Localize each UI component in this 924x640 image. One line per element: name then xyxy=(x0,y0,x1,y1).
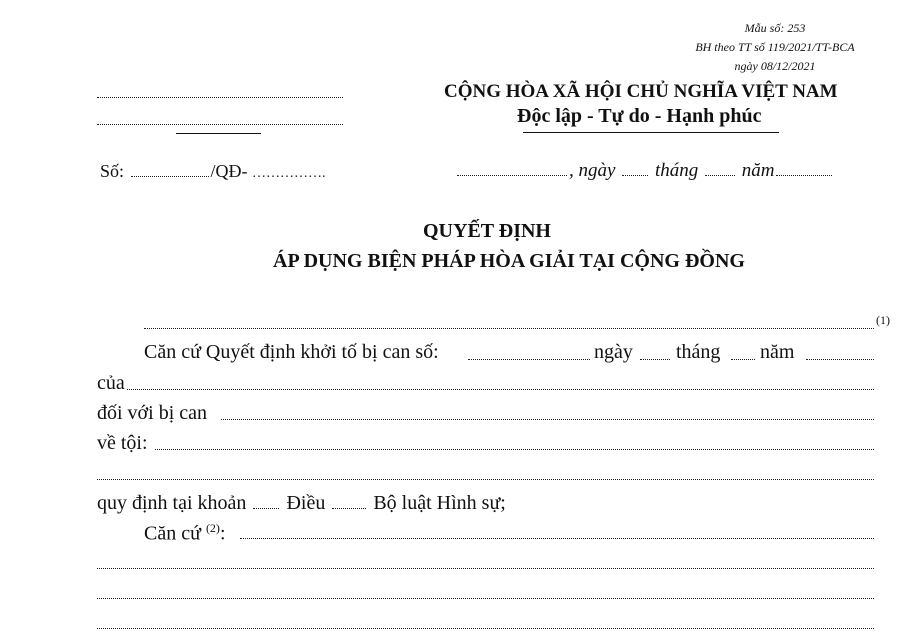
so-label: Số: xyxy=(100,161,125,181)
place-field[interactable] xyxy=(457,175,567,176)
agency-superior-field[interactable] xyxy=(97,97,343,98)
article-field[interactable] xyxy=(332,508,366,509)
issuing-authority-field[interactable] xyxy=(127,389,874,390)
dieu-label: Điều xyxy=(286,492,326,514)
khoan-label: quy định tại khoản xyxy=(97,492,247,514)
month-field[interactable] xyxy=(705,175,735,176)
cua-label: của xyxy=(97,372,125,394)
prosecution-decision-number-field[interactable] xyxy=(468,359,590,360)
nam-label: năm xyxy=(741,160,775,181)
defendant-label: đối với bị can xyxy=(97,402,207,424)
year-field[interactable] xyxy=(776,175,832,176)
place-date: , ngày tháng năm xyxy=(455,160,834,182)
prosecution-day-field[interactable] xyxy=(640,359,670,360)
form-regulation: BH theo TT số 119/2021/TT-BCA xyxy=(695,40,855,54)
basis-prosecution-line: Căn cứ Quyết định khởi tố bị can số: xyxy=(144,341,439,363)
document-subtitle: ÁP DỤNG BIỆN PHÁP HÒA GIẢI TẠI CỘNG ĐỒNG xyxy=(273,250,745,272)
thang-label: tháng xyxy=(654,160,699,181)
form-reference xyxy=(665,19,885,76)
prosecution-month-field[interactable] xyxy=(731,359,755,360)
basis-field-4[interactable] xyxy=(97,628,874,629)
defendant-name-field[interactable] xyxy=(221,419,874,420)
footnote-2: (2) xyxy=(205,521,220,535)
form-date: ngày 08/12/2021 xyxy=(734,59,816,73)
country-name: CỘNG HÒA XÃ HỘI CHỦ NGHĨA VIỆT NAM xyxy=(444,81,838,102)
day-field[interactable] xyxy=(622,175,648,176)
offense-field-2[interactable] xyxy=(97,479,874,480)
offense-label: về tội: xyxy=(97,432,148,454)
motto-underline xyxy=(523,132,779,133)
agency-name-field[interactable] xyxy=(97,124,343,125)
authority-field[interactable] xyxy=(144,328,874,329)
document-number xyxy=(100,161,326,182)
qd-label: /QĐ- xyxy=(210,161,248,181)
basis-field-3[interactable] xyxy=(97,598,874,599)
so-field[interactable] xyxy=(131,176,209,177)
ngay-label: ngày xyxy=(578,160,616,181)
qd-suffix-field[interactable]: ……………. xyxy=(252,166,326,181)
ngay-label-2: ngày xyxy=(594,341,633,363)
offense-field-1[interactable] xyxy=(155,449,874,450)
footnote-1: (1) xyxy=(876,313,890,327)
form-number: Mẫu số: 253 xyxy=(744,21,806,35)
thang-label-2: tháng xyxy=(676,341,721,363)
prosecution-year-field[interactable] xyxy=(806,359,874,360)
clause-field[interactable] xyxy=(253,508,279,509)
document-title: QUYẾT ĐỊNH xyxy=(423,220,551,242)
basis-field-1[interactable] xyxy=(240,538,874,539)
national-motto: Độc lập - Tự do - Hạnh phúc xyxy=(517,105,762,127)
legal-provision-line xyxy=(97,492,506,515)
basis-field-2[interactable] xyxy=(97,568,874,569)
basis-line-2: Căn cứ $^{(2)}$: xyxy=(144,521,226,545)
criminal-code-label: Bộ luật Hình sự; xyxy=(373,492,506,514)
nam-label-2: năm xyxy=(760,341,795,363)
agency-underline xyxy=(176,133,261,134)
